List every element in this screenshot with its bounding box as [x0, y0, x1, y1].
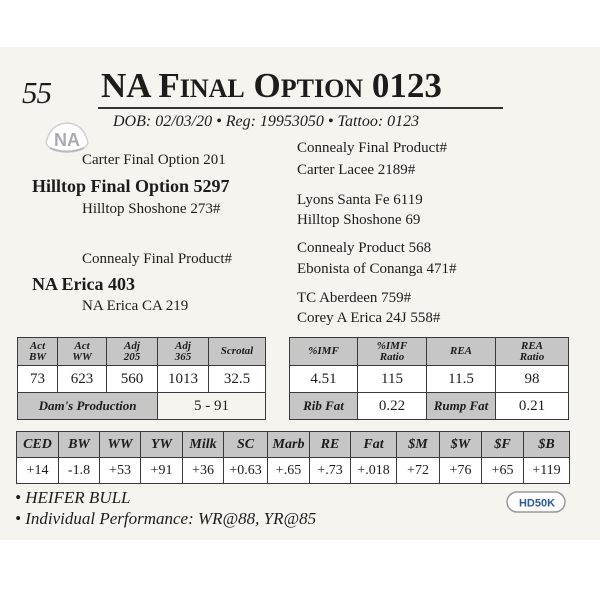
epd-table — [16, 431, 570, 484]
perf-header-scrotal: Scrotal — [209, 338, 266, 366]
pedigree-sdd: Hilltop Shoshone 69 — [297, 212, 421, 228]
epd-header-yw: YW — [141, 432, 183, 458]
carcass-table — [289, 337, 569, 420]
pedigree-ssd: Carter Lacee 2189# — [297, 162, 416, 178]
pedigree-dds: TC Aberdeen 759# — [297, 290, 412, 306]
pedigree-dam-sire: Connealy Final Product# — [82, 251, 232, 267]
epd-value-re: +.73 — [310, 458, 351, 484]
animal-name: NA FINAL OPTION 0123 — [101, 66, 442, 105]
performance-table — [17, 337, 266, 420]
svg-text:HD50K: HD50K — [518, 497, 556, 510]
perf-value-act-ww: 623 — [58, 366, 107, 393]
pedigree-sss: Connealy Final Product# — [297, 140, 447, 156]
pedigree-sds: Lyons Santa Fe 6119 — [297, 192, 423, 208]
epd-header-milk: Milk — [183, 432, 224, 458]
perf-header-act-bw: Act BW — [18, 338, 58, 366]
epd-value-milk: +36 — [183, 458, 224, 484]
animal-name-part: INAL — [179, 74, 245, 103]
epd-value-dollar-f: +65 — [482, 458, 524, 484]
perf-value-adj-365: 1013 — [158, 366, 209, 393]
lot-number: 55 — [22, 75, 51, 110]
epd-header-marb: Marb — [268, 432, 310, 458]
pedigree-sire-dam: Hilltop Shoshone 273# — [82, 201, 221, 217]
epd-value-sc: +0.63 — [224, 458, 268, 484]
dob-reg-tattoo-line: DOB: 02/03/20 • Reg: 19953050 • Tattoo: 0123 — [113, 113, 420, 130]
perf-header-adj-365: Adj 365 — [158, 338, 209, 366]
epd-header-dollar-b: $B — [524, 432, 570, 458]
animal-name-part: O — [244, 66, 281, 105]
epd-value-ced: +14 — [17, 458, 59, 484]
rib-fat-label: Rib Fat — [290, 393, 358, 420]
title-underline — [98, 107, 503, 109]
epd-header-ced: CED — [17, 432, 59, 458]
epd-value-ww: +53 — [100, 458, 141, 484]
epd-header-re: RE — [310, 432, 351, 458]
svg-text:NA: NA — [54, 130, 80, 150]
animal-name-part: 0123 — [363, 66, 442, 105]
epd-header-dollar-w: $W — [440, 432, 482, 458]
pedigree-dam: NA Erica 403 — [32, 274, 135, 294]
dams-production-value: 5 - 91 — [158, 393, 266, 420]
pedigree-dss: Connealy Product 568 — [297, 240, 432, 256]
perf-header-adj-205: Adj 205 — [107, 338, 158, 366]
epd-value-marb: +.65 — [268, 458, 310, 484]
epd-header-ww: WW — [100, 432, 141, 458]
carcass-header-rea: REA — [427, 338, 496, 366]
pedigree-ddd: Corey A Erica 24J 558# — [297, 310, 441, 326]
carcass-value-imf-ratio: 115 — [358, 366, 427, 393]
carcass-header-rea-ratio: REA Ratio — [496, 338, 569, 366]
perf-header-act-ww: Act WW — [58, 338, 107, 366]
rump-fat-label: Rump Fat — [427, 393, 496, 420]
dams-production-label: Dam's Production — [18, 393, 158, 420]
carcass-value-imf: 4.51 — [290, 366, 358, 393]
note-individual-performance: • Individual Performance: WR@88, YR@85 — [15, 509, 317, 528]
perf-value-act-bw: 73 — [18, 366, 58, 393]
epd-header-bw: BW — [59, 432, 100, 458]
carcass-header-imf: %IMF — [290, 338, 358, 366]
epd-header-fat: Fat — [351, 432, 397, 458]
epd-value-bw: -1.8 — [59, 458, 100, 484]
perf-value-scrotal: 32.5 — [209, 366, 266, 393]
hd50k-badge-icon — [506, 491, 566, 513]
epd-header-sc: SC — [224, 432, 268, 458]
epd-header-dollar-m: $M — [397, 432, 440, 458]
rib-fat-value: 0.22 — [358, 393, 427, 420]
animal-name-part: PTION — [280, 74, 364, 103]
pedigree-sire-sire: Carter Final Option 201 — [82, 152, 226, 168]
note-heifer-bull: • HEIFER BULL — [15, 488, 131, 507]
carcass-value-rea-ratio: 98 — [496, 366, 569, 393]
epd-value-dollar-m: +72 — [397, 458, 440, 484]
na-breeder-logo-icon — [44, 119, 90, 155]
carcass-value-rea: 11.5 — [427, 366, 496, 393]
epd-value-dollar-b: +119 — [524, 458, 570, 484]
pedigree-dam-dam: NA Erica CA 219 — [82, 298, 189, 314]
perf-value-adj-205: 560 — [107, 366, 158, 393]
rump-fat-value: 0.21 — [496, 393, 569, 420]
pedigree-dsd: Ebonista of Conanga 471# — [297, 261, 457, 277]
epd-value-yw: +91 — [141, 458, 183, 484]
epd-value-dollar-w: +76 — [440, 458, 482, 484]
pedigree-sire: Hilltop Final Option 5297 — [32, 176, 230, 196]
epd-value-fat: +.018 — [351, 458, 397, 484]
epd-header-dollar-f: $F — [482, 432, 524, 458]
carcass-header-imf-ratio: %IMF Ratio — [358, 338, 427, 366]
